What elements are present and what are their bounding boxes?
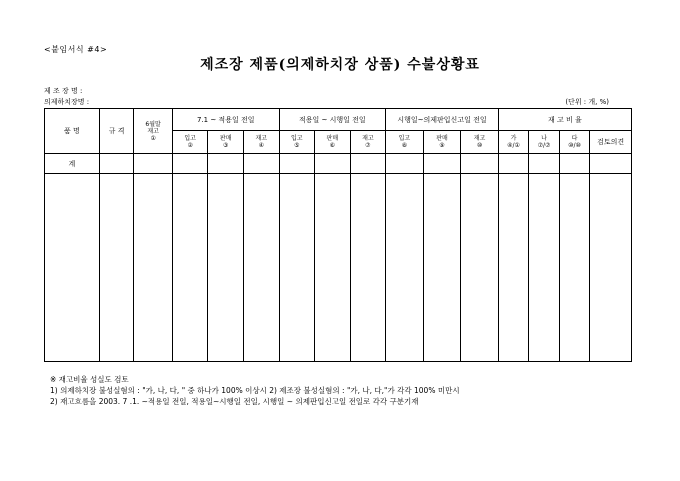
ratio-na-formula: ⑦/⑦ bbox=[537, 142, 551, 149]
p3-in bbox=[386, 131, 424, 154]
p1-sale bbox=[208, 131, 244, 154]
notes bbox=[50, 374, 460, 407]
ratio-da bbox=[559, 131, 589, 154]
unit-label: (단위 : 개, %) bbox=[565, 98, 609, 106]
header-period-3: 시행일~의제판입신고일 전일 bbox=[386, 109, 499, 131]
p1-in-label: 입고 bbox=[184, 135, 196, 142]
p1-in-num: ② bbox=[187, 142, 193, 149]
p3-sale bbox=[423, 131, 461, 154]
ratio-ga bbox=[498, 131, 528, 154]
p3-stock-label: 재고 bbox=[473, 135, 486, 142]
p2-stock bbox=[350, 131, 386, 154]
p2-in-num: ⑤ bbox=[294, 142, 300, 149]
p2-stock-num: ⑦ bbox=[365, 142, 371, 149]
header-june-stock bbox=[134, 109, 173, 154]
p3-sale-num: ⑨ bbox=[439, 142, 445, 149]
total-label: 계 bbox=[45, 154, 100, 174]
header-spec: 규 격 bbox=[99, 109, 134, 154]
p1-stock-label: 재고 bbox=[255, 135, 268, 142]
p1-stock-num: ④ bbox=[258, 142, 264, 149]
p2-sale-num: ⑥ bbox=[329, 142, 336, 149]
june-stock-top: 6월말 bbox=[145, 120, 161, 128]
notes-line-2: 2) 재고흐름을 2003. 7 .1. ~적용일 전일, 적용일~시행일 전일, 시행일 ~ 의제판입신고일 전일로 각각 구분기재 bbox=[50, 397, 419, 406]
p3-in-num: ⑧ bbox=[401, 142, 408, 149]
page-title: 제조장 제품(의제하치장 상품) 수불상황표 bbox=[200, 57, 480, 73]
header-item: 품 명 bbox=[45, 109, 100, 154]
p3-sale-label: 판매 bbox=[436, 135, 448, 142]
p1-in bbox=[172, 131, 208, 154]
factory-name-label: 제 조 장 명 : bbox=[44, 87, 83, 95]
ratio-ga-formula: ④/① bbox=[507, 142, 520, 149]
p2-in bbox=[279, 131, 315, 154]
header-period-2: 적용일 ~ 시행일 전일 bbox=[279, 109, 386, 131]
june-stock-num: ① bbox=[150, 134, 156, 142]
p3-in-label: 입고 bbox=[398, 135, 411, 142]
form-label: <붙임서식 #4> bbox=[44, 45, 108, 54]
header-review: 검토의견 bbox=[590, 131, 632, 154]
inventory-table bbox=[44, 108, 632, 362]
p1-stock bbox=[243, 131, 279, 154]
ratio-da-formula: ⑩/⑩ bbox=[568, 142, 581, 149]
p2-in-label: 입고 bbox=[291, 135, 303, 142]
ratio-na-label: 나 bbox=[541, 135, 547, 142]
p1-sale-num: ③ bbox=[223, 142, 229, 149]
p1-sale-label: 판매 bbox=[219, 135, 232, 142]
ratio-ga-label: 가 bbox=[510, 135, 517, 142]
header-ratio: 재 고 비 율 bbox=[498, 109, 631, 131]
p3-stock bbox=[461, 131, 499, 154]
p2-sale-label: 판매 bbox=[326, 135, 339, 142]
ratio-da-label: 다 bbox=[571, 135, 578, 142]
notes-line-1: 1) 의제하치장 불성실혐의 : "가, 나, 다, " 중 하나가 100% 이상시 2) 제조장 불성실혐의 : "가, 나, 다,"가 각각 100% 미만시 bbox=[50, 386, 460, 395]
header-period-1: 7.1 ~ 적용일 전일 bbox=[172, 109, 279, 131]
p2-sale bbox=[315, 131, 351, 154]
table-body-row bbox=[45, 174, 632, 362]
june-stock-mid: 재고 bbox=[147, 127, 159, 135]
notes-heading: ※ 재고비율 성실도 검토 bbox=[50, 375, 129, 384]
ratio-na bbox=[529, 131, 559, 154]
p2-stock-label: 재고 bbox=[362, 135, 374, 142]
p3-stock-num: ⑩ bbox=[476, 142, 483, 149]
total-row bbox=[45, 154, 632, 174]
depot-name-label: 의제하치장명 : bbox=[44, 98, 90, 106]
